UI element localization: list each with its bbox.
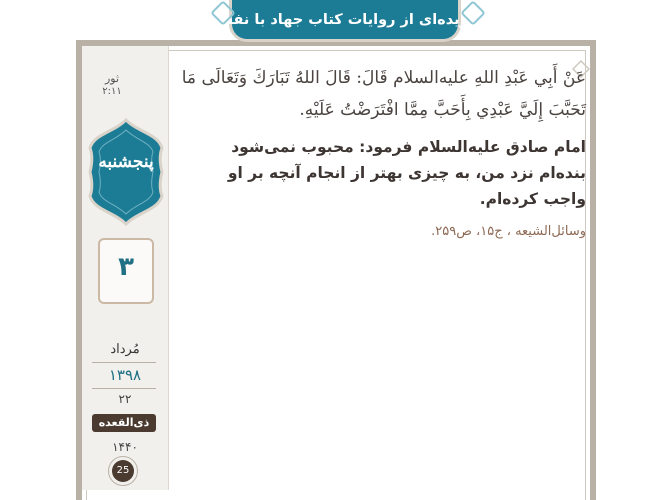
solar-month: مُرداد — [110, 342, 140, 357]
hadith-persian: امام صادق عليه‌السلام فرمود: محبوب نمی‌شود بنده‌ام نزد من، به چیزی بهتر از انجام آنچه بر او واجب کرده‌ام. — [227, 138, 586, 208]
divider — [92, 388, 156, 389]
hadith-content — [180, 58, 586, 239]
day-number: ۳ — [118, 252, 134, 282]
lunar-month: ذی‌القعده — [92, 414, 156, 432]
page-number: 25 — [112, 460, 134, 482]
header-title: گزیده‌ای از روایات کتاب جهاد با نفس — [212, 11, 478, 28]
solar-year: ۱۳۹۸ — [108, 366, 142, 384]
divider — [92, 362, 156, 363]
season-label: ثور — [104, 72, 120, 85]
hadith-source: وسائل‌الشیعه ، ج۱۵، ص۲۵۹. — [431, 224, 586, 239]
season-value: ۲:۱۱ — [102, 86, 122, 97]
weekday-rosette-icon — [88, 118, 164, 226]
header-banner — [212, 0, 478, 42]
weekday: پنجشنبه — [98, 152, 154, 172]
hadith-arabic: عَنْ أَبِي عَبْدِ اللهِ عليه‌السلام قَالَ: قَالَ اللهُ تَبَارَكَ وَتَعَالَى مَا تَحَبَّبَ إِلَيَّ عَبْدِي بِأَحَبَّ مِمَّا افْتَرَضْتُ عَلَيْهِ. — [181, 68, 586, 120]
lunar-year: ۱۴۴۰ — [112, 440, 138, 454]
gregorian-day: ۲۲ — [118, 392, 132, 406]
